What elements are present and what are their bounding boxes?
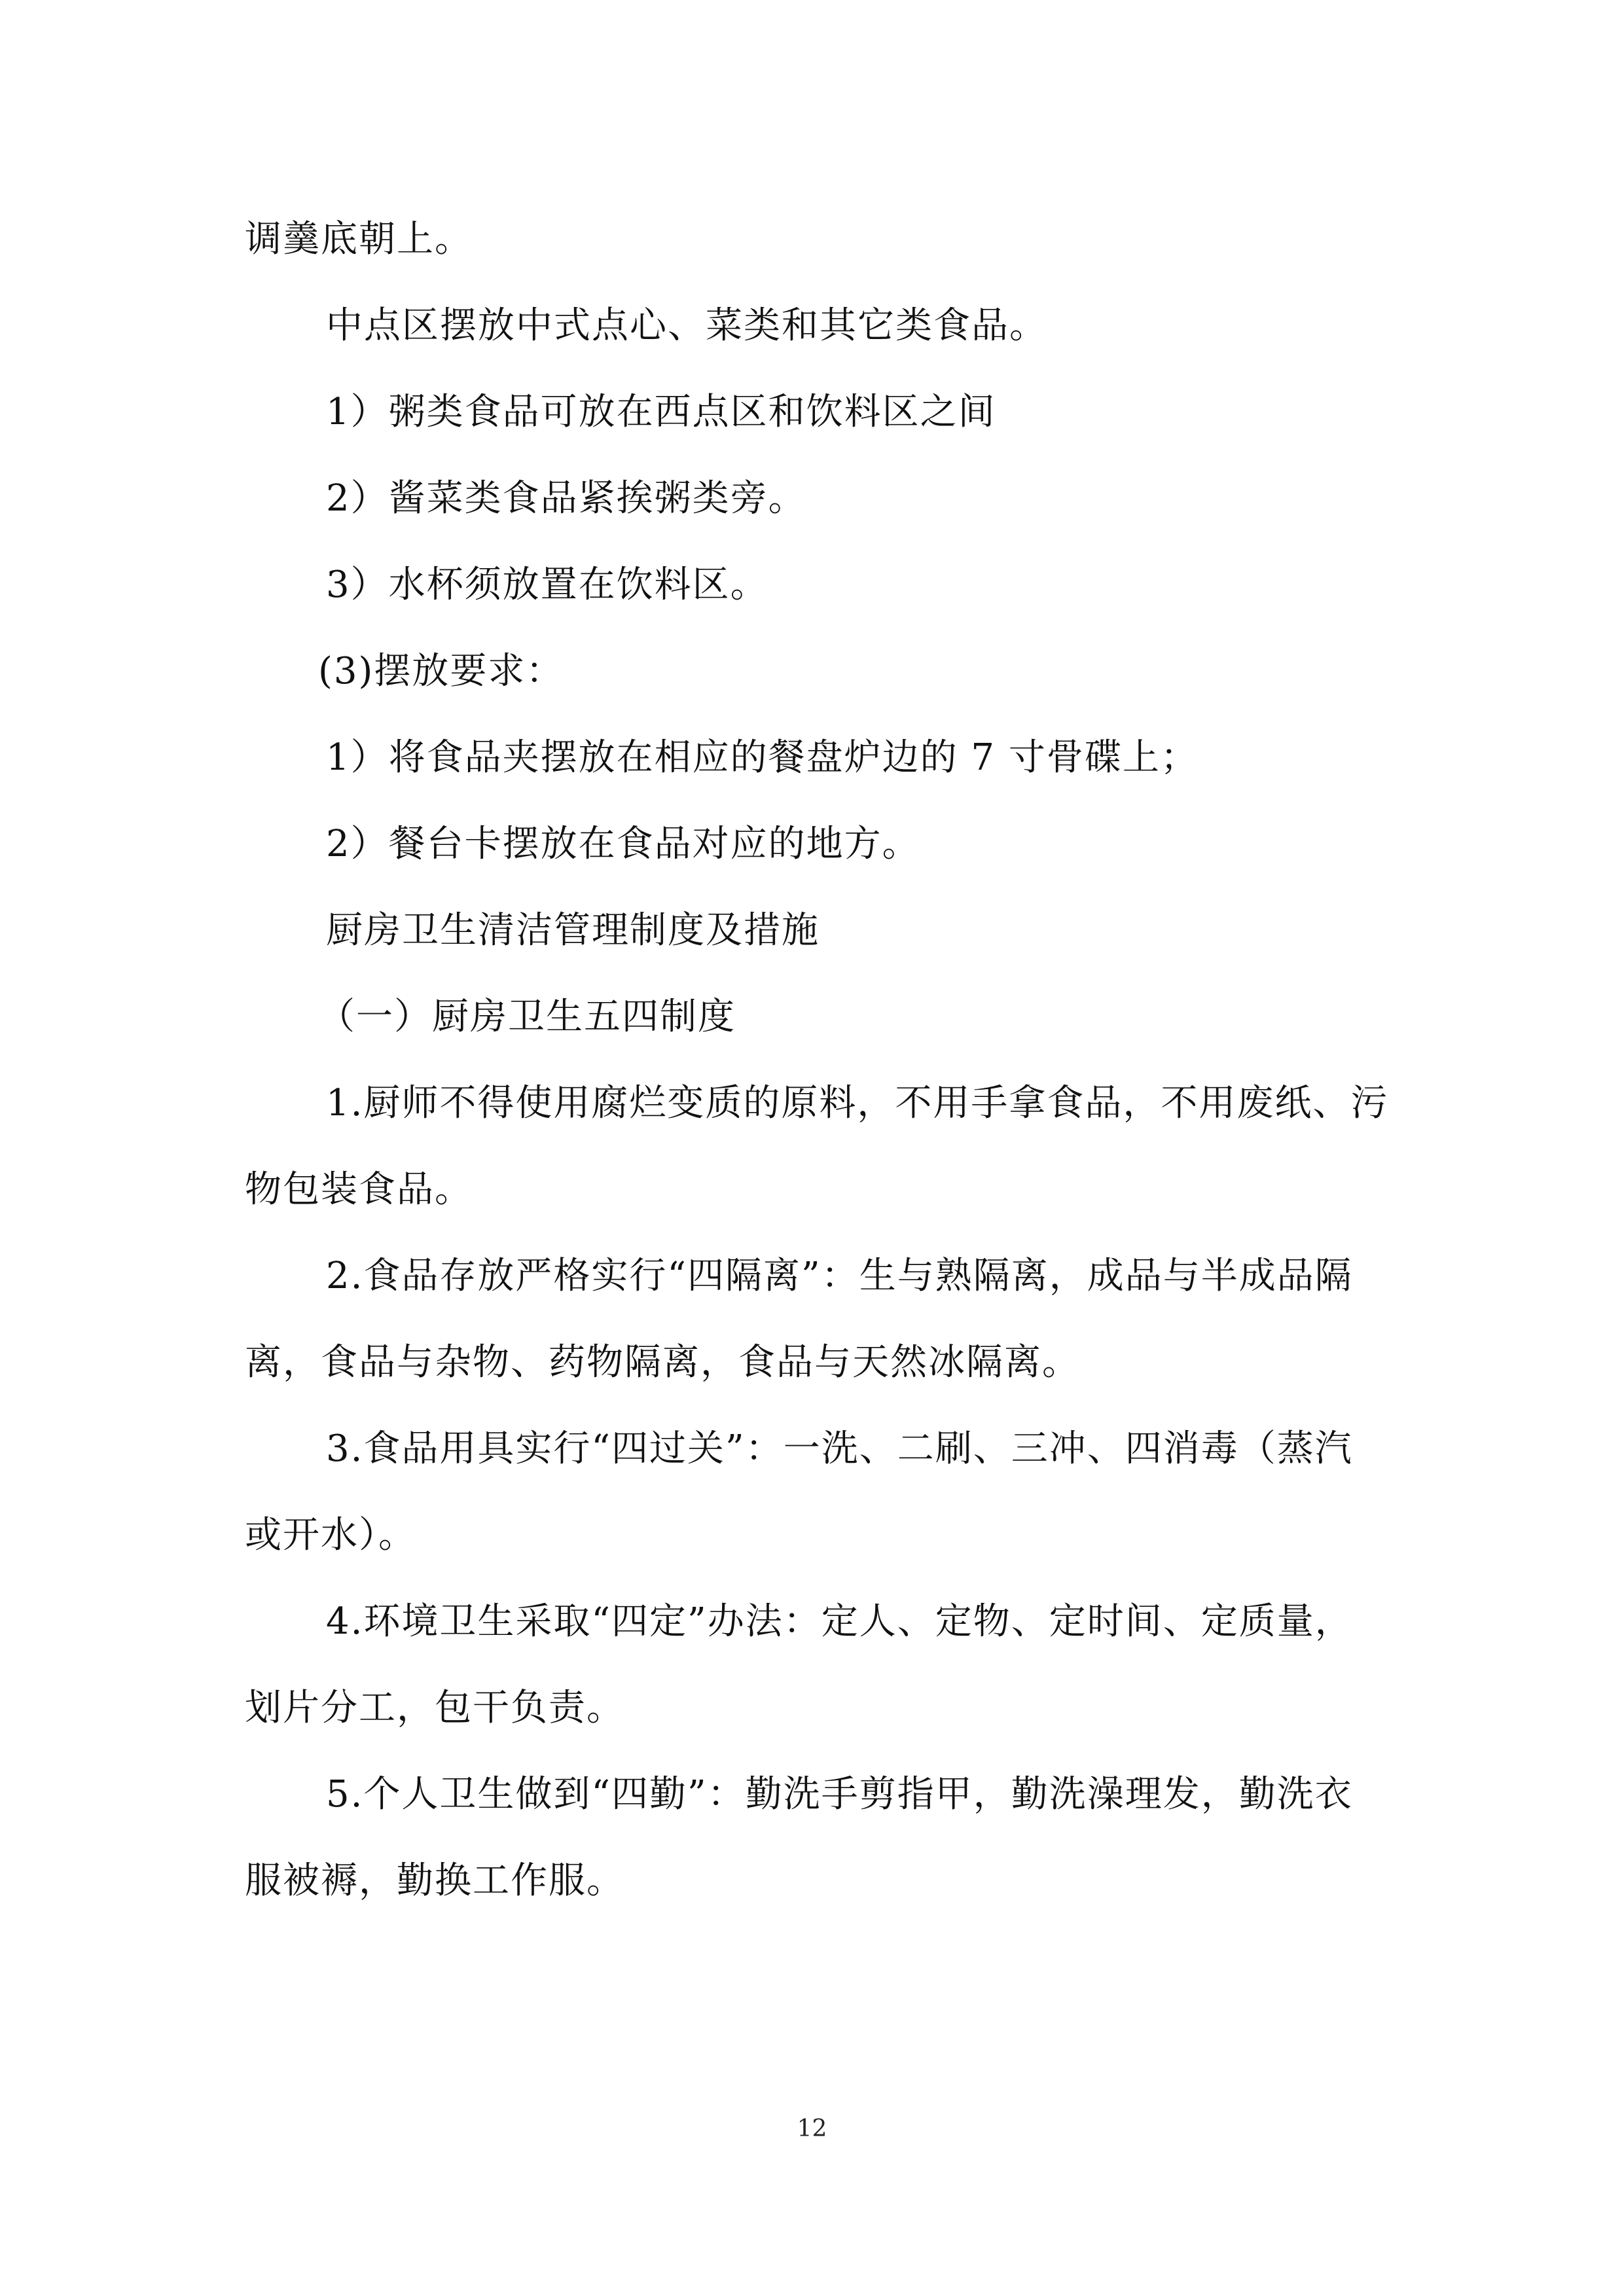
list-item: 2）酱菜类食品紧挨粥类旁。 [326, 477, 806, 520]
text-line: 调羹底朝上。 [245, 218, 473, 260]
section-label: (3)摆放要求： [318, 650, 564, 692]
rule-line: 离，食品与杂物、药物隔离，食品与天然冰隔离。 [245, 1341, 1080, 1384]
rule-paragraph [245, 1406, 1387, 1579]
list-item: 1）将食品夹摆放在相应的餐盘炉边的 7 寸骨碟上； [326, 736, 1199, 779]
rule-line: 服被褥，勤换工作服。 [245, 1859, 624, 1902]
section-heading: 厨房卫生清洁管理制度及措施 [326, 909, 820, 952]
rule-line: 划片分工，包干负责。 [245, 1687, 624, 1729]
rule-line: 物包装食品。 [245, 1168, 473, 1211]
document-body [245, 196, 1387, 1924]
rule-line: 1.厨师不得使用腐烂变质的原料，不用手拿食品，不用废纸、污 [326, 1082, 1389, 1124]
rule-line: 5.个人卫生做到“四勤”：勤洗手剪指甲，勤洗澡理发，勤洗衣 [326, 1773, 1353, 1816]
page-number: 12 [797, 2115, 827, 2142]
list-item: 1）粥类食品可放在西点区和饮料区之间 [326, 391, 996, 433]
rule-paragraph [245, 1579, 1387, 1751]
list-item: 2）餐台卡摆放在食品对应的地方。 [326, 823, 920, 865]
rule-paragraph [245, 1060, 1387, 1233]
rule-paragraph [245, 1233, 1387, 1406]
rule-line: 4.环境卫生采取“四定”办法：定人、定物、定时间、定质量， [326, 1600, 1353, 1643]
text-line: 中点区摆放中式点心、菜类和其它类食品。 [326, 304, 1047, 347]
list-item: 3）水杯须放置在饮料区。 [326, 564, 768, 606]
rule-line: 2.食品存放严格实行“四隔离”：生与熟隔离，成品与半成品隔 [326, 1255, 1353, 1297]
rule-paragraph [245, 1751, 1387, 1924]
rule-line: 或开水）。 [245, 1514, 416, 1556]
rule-line: 3.食品用具实行“四过关”：一洗、二刷、三冲、四消毒（蒸汽 [326, 1427, 1353, 1470]
subsection-heading: （一）厨房卫生五四制度 [318, 996, 736, 1038]
